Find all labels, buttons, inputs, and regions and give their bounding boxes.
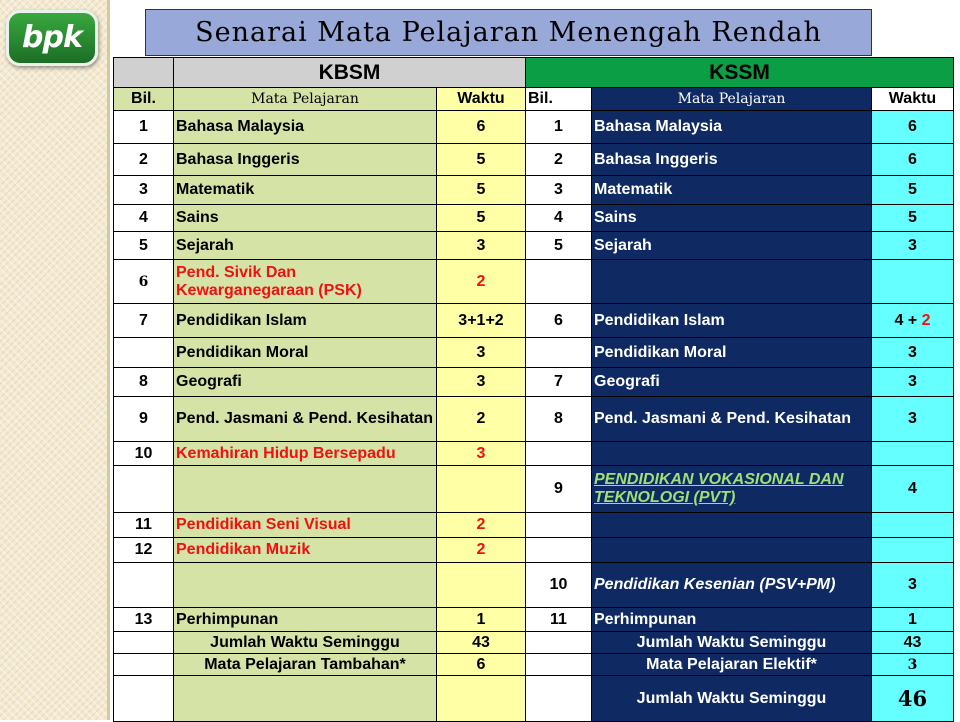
kbsm-time: 3 [437,232,526,260]
kbsm-time: 5 [437,144,526,176]
kbsm-subject: Pend. Jasmani & Pend. Kesihatan [174,397,437,442]
kbsm-subject: Pend. Sivik Dan Kewarganegaraan (PSK) [174,260,437,304]
kbsm-time: 5 [437,205,526,232]
kbsm-subject: Pendidikan Islam [174,304,437,338]
kssm-time: 6 [872,111,954,144]
kssm-bil [526,260,592,304]
kssm-bil: 10 [526,563,592,608]
kbsm-subject: Sejarah [174,232,437,260]
table-row [114,205,954,232]
kssm-time: 5 [872,176,954,205]
table-row [114,111,954,144]
kbsm-time: 2 [437,397,526,442]
table-row [114,176,954,205]
kssm-subject: Perhimpunan [592,608,872,632]
table-row [114,563,954,608]
kssm-time [872,513,954,538]
kbsm-time: 3 [437,442,526,466]
kssm-time [872,442,954,466]
kbsm-bil: 6 [114,260,174,304]
table-row [114,232,954,260]
kbsm-bil [114,563,174,608]
table-row [114,368,954,397]
kssm-bil: 8 [526,397,592,442]
kssm-total-value: 43 [872,632,954,654]
kssm-grand-total-value: 46 [872,676,954,722]
kbsm-bil: 3 [114,176,174,205]
kssm-subject: Sains [592,205,872,232]
kbsm-time: 2 [437,260,526,304]
page-title: Senarai Mata Pelajaran Menengah Rendah [145,9,872,56]
kbsm-bil: 5 [114,232,174,260]
kbsm-subject: Pendidikan Seni Visual [174,513,437,538]
kssm-time-operator: + [907,311,918,329]
kbsm-bil [114,466,174,513]
kssm-header: KSSM [526,58,954,88]
kssm-time: 3 [872,232,954,260]
table-column-header-row [114,88,954,111]
kbsm-time: 6 [437,111,526,144]
kbsm-bil: 8 [114,368,174,397]
kssm-time-part: 4 [894,311,904,329]
kbsm-bil: 11 [114,513,174,538]
kbsm-subject [174,466,437,513]
kssm-subject: Pendidikan Moral [592,338,872,368]
table-row [114,260,954,304]
kssm-bil: 1 [526,111,592,144]
table-row [114,338,954,368]
kbsm-time: 2 [437,538,526,563]
kssm-subject: Pendidikan Islam [592,304,872,338]
kssm-bil-header: Bil. [526,88,592,111]
kssm-bil: 3 [526,176,592,205]
weekly-total-row [114,632,954,654]
empty-header-cell [114,58,174,88]
table-row [114,513,954,538]
kssm-time: 4 [872,466,954,513]
kbsm-subject: Pendidikan Moral [174,338,437,368]
kbsm-bil: 1 [114,111,174,144]
bpk-logo: bpk [6,10,98,66]
kssm-subject [592,538,872,563]
kssm-bil: 9 [526,466,592,513]
kbsm-bil: 2 [114,144,174,176]
kssm-time-part-red: 2 [921,311,931,329]
kssm-subject: PENDIDIKAN VOKASIONAL DAN TEKNOLOGI (PVT) [592,466,872,513]
kssm-subject: Sejarah [592,232,872,260]
kbsm-time [437,466,526,513]
table-row [114,466,954,513]
kssm-bil: 7 [526,368,592,397]
kssm-subject [592,442,872,466]
kssm-bil [526,442,592,466]
kssm-time [872,304,954,338]
kbsm-time: 3 [437,338,526,368]
table-group-header-row [114,58,954,88]
kbsm-subject: Pendidikan Muzik [174,538,437,563]
kssm-total-label: Jumlah Waktu Seminggu [592,632,872,654]
kbsm-extra-value: 6 [437,654,526,676]
kbsm-total-label: Jumlah Waktu Seminggu [174,632,437,654]
kbsm-bil: 7 [114,304,174,338]
kssm-time: 5 [872,205,954,232]
kssm-time: 3 [872,368,954,397]
kssm-grand-total-label: Jumlah Waktu Seminggu [592,676,872,722]
kbsm-time: 3+1+2 [437,304,526,338]
kbsm-subject: Geografi [174,368,437,397]
kbsm-subject: Bahasa Malaysia [174,111,437,144]
kssm-bil [526,513,592,538]
extra-subjects-row [114,654,954,676]
kssm-time [872,260,954,304]
kssm-subject: Pendidikan Kesenian (PSV+PM) [592,563,872,608]
kssm-bil: 6 [526,304,592,338]
kbsm-subject [174,563,437,608]
kbsm-subject-header: Mata Pelajaran [174,88,437,111]
kssm-time-header: Waktu [872,88,954,111]
grand-total-row [114,676,954,722]
left-decorative-bar [0,0,110,720]
left-bar-divider [107,0,110,720]
kbsm-subject: Matematik [174,176,437,205]
kbsm-subject: Sains [174,205,437,232]
table-row [114,538,954,563]
kbsm-bil-header: Bil. [114,88,174,111]
kbsm-time [437,563,526,608]
kssm-subject: Geografi [592,368,872,397]
kssm-bil [526,338,592,368]
table-row [114,608,954,632]
kssm-time [872,538,954,563]
kssm-subject [592,260,872,304]
kssm-bil: 11 [526,608,592,632]
kssm-subject: Matematik [592,176,872,205]
kbsm-bil: 13 [114,608,174,632]
kbsm-total-value: 43 [437,632,526,654]
kssm-elective-label: Mata Pelajaran Elektif* [592,654,872,676]
kbsm-header: KBSM [174,58,526,88]
table-row [114,442,954,466]
kssm-time: 3 [872,338,954,368]
kbsm-bil: 9 [114,397,174,442]
kssm-bil [526,538,592,563]
kbsm-subject: Kemahiran Hidup Bersepadu [174,442,437,466]
kssm-time: 6 [872,144,954,176]
kbsm-time: 2 [437,513,526,538]
kbsm-extra-label: Mata Pelajaran Tambahan* [174,654,437,676]
kbsm-time: 1 [437,608,526,632]
kssm-bil: 2 [526,144,592,176]
table-row [114,144,954,176]
kssm-subject [592,513,872,538]
kssm-elective-value: 3 [872,654,954,676]
kssm-time: 3 [872,397,954,442]
kssm-bil: 4 [526,205,592,232]
kbsm-time-header: Waktu [437,88,526,111]
table-row [114,397,954,442]
kssm-time: 1 [872,608,954,632]
kbsm-time: 3 [437,368,526,397]
kbsm-bil [114,338,174,368]
subjects-table [113,57,954,722]
kbsm-time: 5 [437,176,526,205]
kbsm-subject: Perhimpunan [174,608,437,632]
kbsm-bil: 4 [114,205,174,232]
kssm-bil: 5 [526,232,592,260]
table-row [114,304,954,338]
kssm-subject: Pend. Jasmani & Pend. Kesihatan [592,397,872,442]
kssm-subject: Bahasa Inggeris [592,144,872,176]
kssm-subject-header: Mata Pelajaran [592,88,872,111]
kbsm-bil: 10 [114,442,174,466]
kbsm-bil: 12 [114,538,174,563]
kssm-subject: Bahasa Malaysia [592,111,872,144]
kbsm-subject: Bahasa Inggeris [174,144,437,176]
kssm-time: 3 [872,563,954,608]
